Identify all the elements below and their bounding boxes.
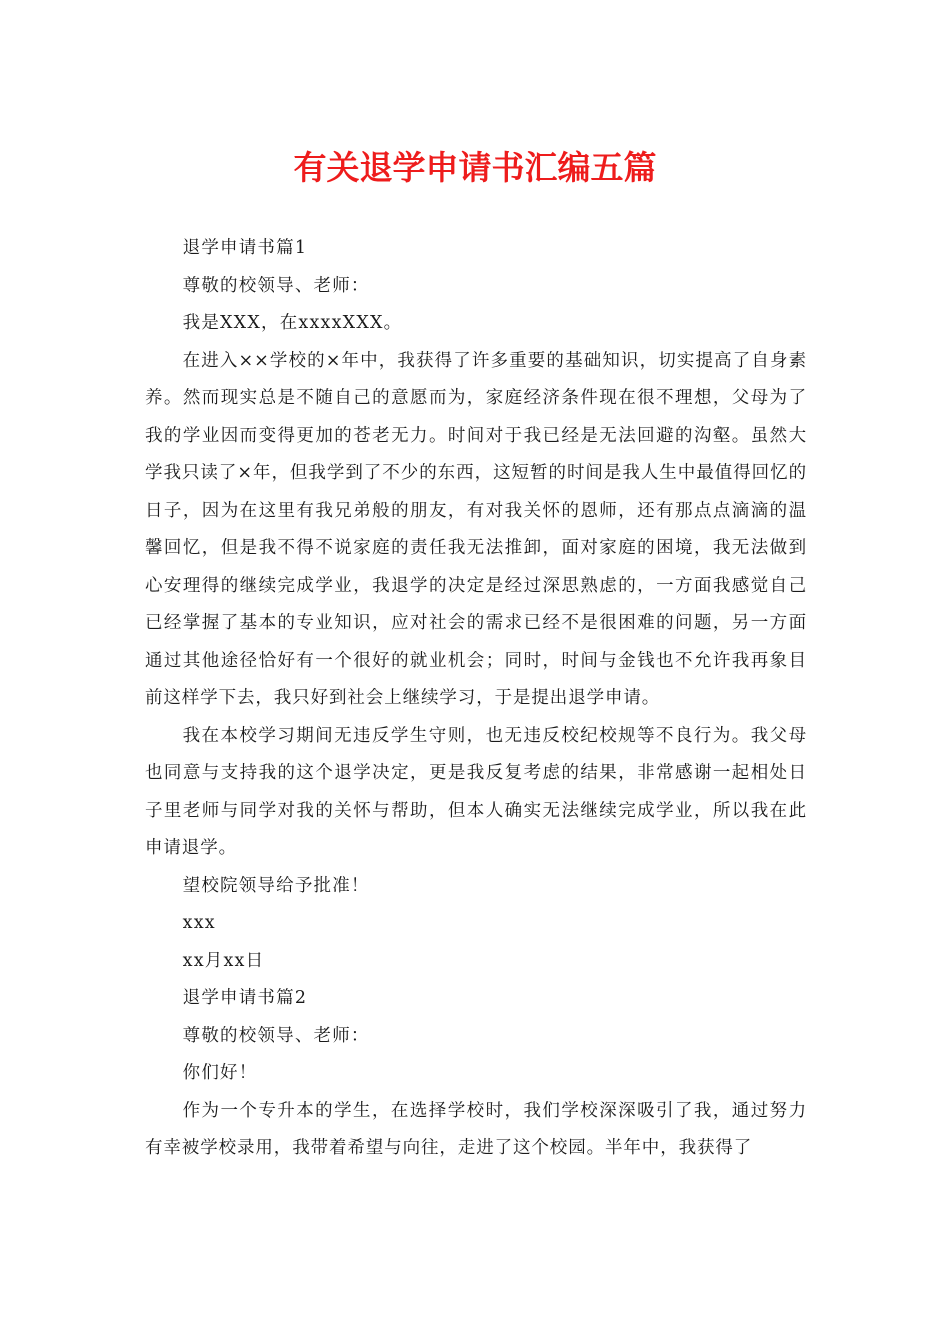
section-heading: 退学申请书篇1 [182, 238, 308, 258]
paragraph: 望校院领导给予批准！ [182, 875, 370, 896]
greeting: 你们好！ [182, 1063, 258, 1083]
paragraph: 我是XXX，在xxxxXXX。 [182, 313, 403, 333]
document-title: 有关退学申请书汇编五篇 [293, 148, 657, 187]
paragraph: 在进入××学校的×年中，我获得了许多重要的基础知识，切实提高了自身素养。然而现实总是不随自己的意愿而为，家庭经济条件现在很不理想，父母为了我的学业因而变得更加的苍老无力。时间对于我已经是无法回避的沟壑。虽然大学我只读了×年，但我学到了不少的东西，这短暂的时间是我人生中最值得回忆的日子，因为在这里有我兄弟般的朋友，有对我关怀的恩师，还有那点点滴滴的温馨回忆，但是我不得不说家庭的责任我无法推卸，面对家庭的困境，我无法做到心安理得的继续完成学业，我退学的决定是经过深思熟虑的，一方面我感觉自己已经掌握了基本的专业知识，应对社会的需求已经不是很困难的问题，另一方面通过其他途径恰好有一个很好的就业机会；同时，时间与金钱也不允许我再象目前这样学下去，我只好到社会上继续学习，于是提出退学申请。 [145, 350, 807, 708]
salutation: 尊敬的校领导、老师： [182, 275, 370, 296]
signature-date: xx月xx日 [182, 950, 265, 971]
signature-name: xxx [182, 913, 216, 933]
salutation: 尊敬的校领导、老师： [182, 1025, 370, 1046]
document-body [145, 230, 807, 1168]
paragraph: 作为一个专升本的学生，在选择学校时，我们学校深深吸引了我，通过努力有幸被学校录用，我带着希望与向往，走进了这个校园。半年中，我获得了 [145, 1100, 807, 1158]
paragraph: 我在本校学习期间无违反学生守则，也无违反校纪校规等不良行为。我父母也同意与支持我的这个退学决定，更是我反复考虑的结果，非常感谢一起相处日子里老师与同学对我的关怀与帮助，但本人确实无法继续完成学业，所以我在此申请退学。 [145, 725, 807, 858]
section-heading: 退学申请书篇2 [182, 988, 308, 1008]
